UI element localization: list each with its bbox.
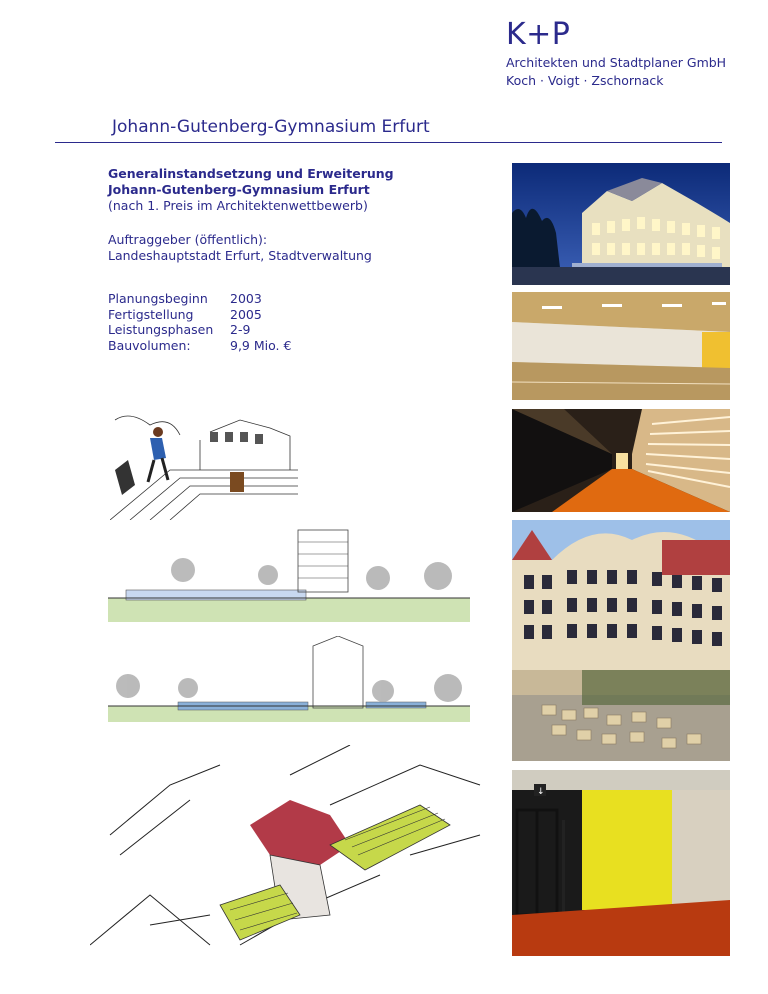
photo-facade-courtyard bbox=[512, 520, 730, 761]
photo-gym-interior bbox=[512, 292, 730, 400]
client-value: Landeshauptstadt Erfurt, Stadtverwaltung bbox=[108, 248, 372, 263]
fact-label: Leistungsphasen bbox=[108, 322, 214, 337]
logo-mark: K+P bbox=[506, 17, 571, 52]
sketch-students-steps bbox=[110, 410, 298, 520]
svg-text:↓: ↓ bbox=[537, 787, 545, 797]
section-drawing-2 bbox=[108, 636, 470, 722]
fact-value: 2003 bbox=[230, 291, 262, 306]
page-title: Johann-Gutenberg-Gymnasium Erfurt bbox=[112, 117, 430, 137]
fact-row bbox=[108, 322, 291, 338]
project-line-1: Generalinstandsetzung und Erweiterung bbox=[108, 166, 394, 181]
fact-label: Bauvolumen: bbox=[108, 337, 191, 353]
fact-value: 2-9 bbox=[230, 322, 251, 337]
project-line-3: (nach 1. Preis im Architektenwettbewerb) bbox=[108, 198, 368, 213]
axonometric-sketch bbox=[90, 745, 490, 960]
client-label: Auftraggeber (öffentlich): bbox=[108, 232, 268, 247]
fact-value: 9,9 Mio. € bbox=[230, 337, 292, 353]
fact-label: Planungsbeginn bbox=[108, 291, 208, 306]
section-drawing-1 bbox=[108, 520, 470, 622]
photo-corridor bbox=[512, 409, 730, 512]
client-block bbox=[108, 232, 372, 264]
fact-row bbox=[108, 307, 291, 323]
title-divider bbox=[55, 142, 722, 143]
project-line-2: Johann-Gutenberg-Gymnasium Erfurt bbox=[108, 182, 370, 197]
fact-row bbox=[108, 291, 291, 307]
project-facts bbox=[108, 291, 291, 353]
project-description bbox=[108, 166, 394, 214]
firm-partners: Koch · Voigt · Zschornack bbox=[506, 73, 664, 88]
fact-label: Fertigstellung bbox=[108, 306, 194, 322]
fact-row bbox=[108, 338, 291, 354]
firm-name: Architekten und Stadtplaner GmbH bbox=[506, 55, 727, 70]
fact-value: 2005 bbox=[230, 306, 262, 322]
photo-facade-night bbox=[512, 163, 730, 285]
photo-entrance bbox=[512, 770, 730, 956]
